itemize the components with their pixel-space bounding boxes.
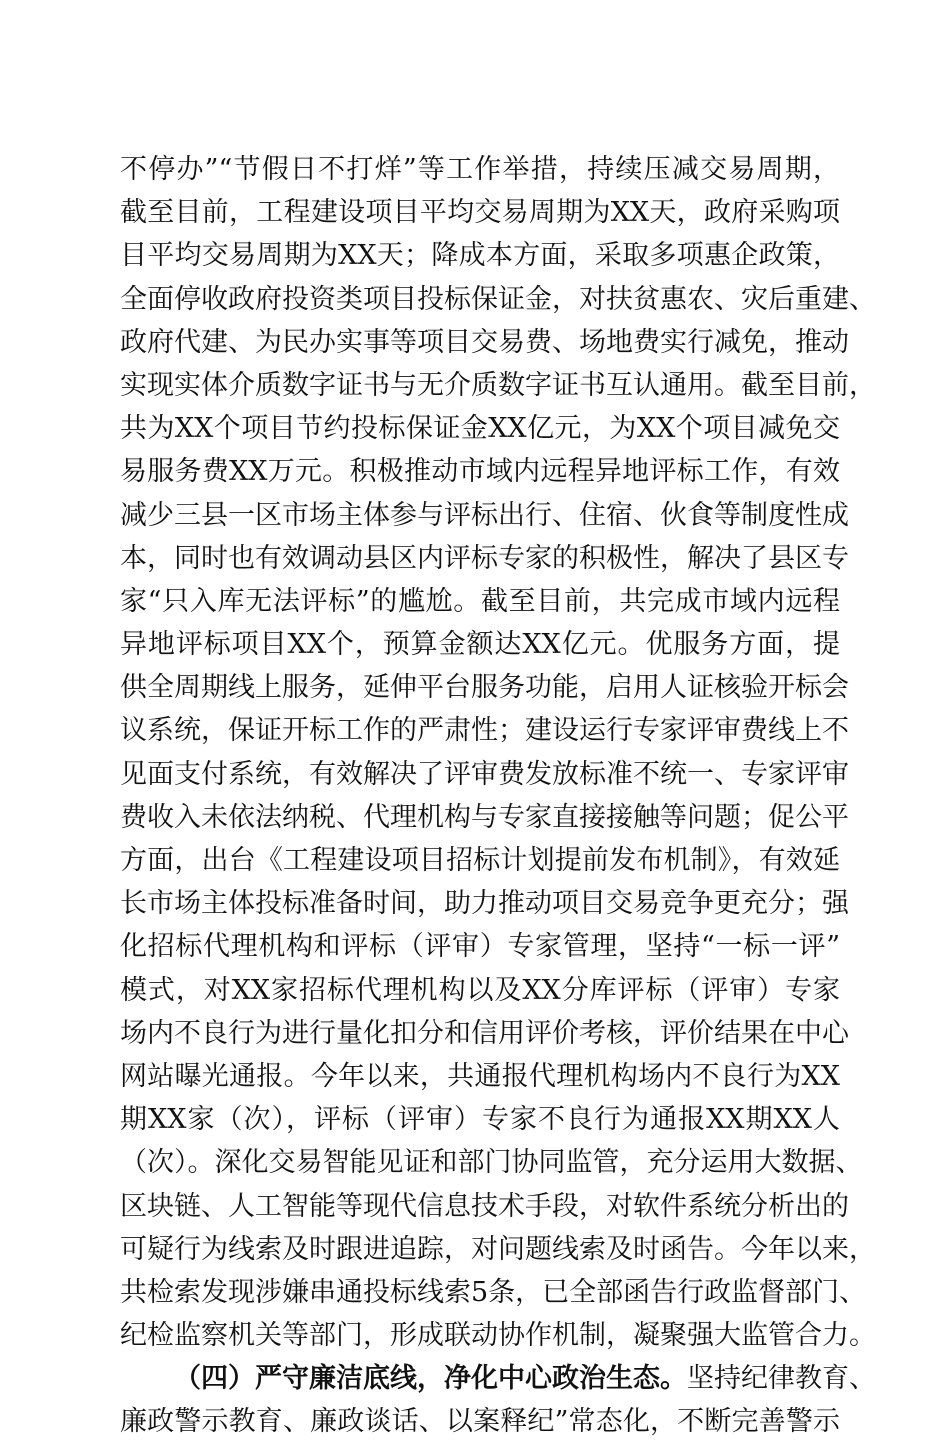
paragraph-line-10: 本，同时也有效调动县区内评标专家的积极性，解决了县区专 (120, 542, 849, 574)
paragraph-line-17: 方面，出台《工程建设项目招标计划提前发布机制》，有效延 (120, 845, 840, 876)
section-four-first-line (120, 1357, 876, 1400)
paragraph-line-12: 异地评标项目XX个，预算金额达XX亿元。优服务方面，提 (120, 629, 840, 661)
paragraph-line-19: 化招标代理机构和评标（评审）专家管理，坚持“一标一评” (120, 931, 840, 963)
paragraph-line-16: 费收入未依法纳税、代理机构与专家直接接触等问题；促公平 (120, 801, 849, 833)
paragraph-line-18: 长市场主体投标准备时间，助力推动项目交易竞争更充分；强 (120, 888, 849, 920)
paragraph-line-6: 实现实体介质数字证书与无介质数字证书互认通用。截至目前， (120, 369, 876, 401)
paragraph-line-13: 供全周期线上服务，延伸平台服务功能，启用人证核验开标会 (120, 672, 849, 704)
paragraph-line-23: 期XX家（次），评标（评审）专家不良行为通报XX期XX人 (120, 1104, 840, 1136)
paragraph-line-2: 截至目前，工程建设项目平均交易周期为XX天，政府采购项 (120, 197, 840, 229)
paragraph-line-1: 不停办”“节假日不打烊”等工作举措，持续压减交易周期， (120, 154, 840, 185)
section-four-line1-rest: 坚持纪律教育、 (687, 1363, 876, 1395)
section-four-line-2: 廉政警示教育、廉政谈话、以案释纪”常态化，不断完善警示 (120, 1406, 840, 1438)
paragraph-line-20: 模式，对XX家招标代理机构以及XX分库评标（评审）专家 (120, 974, 840, 1006)
paragraph-line-24: （次）。深化交易智能见证和部门协同监管，充分运用大数据、 (120, 1147, 863, 1179)
paragraph-line-22: 网站曝光通报。今年以来，共通报代理机构场内不良行为XX (120, 1060, 840, 1092)
paragraph-line-4: 全面停收政府投资类项目投标保证金，对扶贫惠农、灾后重建、 (120, 283, 876, 315)
paragraph-line-9: 减少三县一区市场主体参与评标出行、住宿、伙食等制度性成 (120, 499, 849, 531)
paragraph-line-25: 区块链、人工智能等现代信息技术手段，对软件系统分析出的 (120, 1190, 849, 1222)
paragraph-line-3: 目平均交易周期为XX天；降成本方面，采取多项惠企政策， (120, 240, 840, 272)
paragraph-line-28: 纪检监察机关等部门，形成联动协作机制，凝聚强大监管合力。 (120, 1320, 876, 1352)
body-text (120, 148, 876, 1444)
paragraph-line-15: 见面支付系统，有效解决了评审费发放标准不统一、专家评审 (120, 758, 849, 790)
paragraph-line-21: 场内不良行为进行量化扣分和信用评价考核，评价结果在中心 (120, 1017, 849, 1049)
paragraph-line-5: 政府代建、为民办实事等项目交易费、场地费实行减免，推动 (120, 326, 849, 358)
paragraph-line-11: 家“只入库无法评标”的尴尬。截至目前，共完成市域内远程 (120, 585, 840, 617)
paragraph-line-8: 易服务费XX万元。积极推动市域内远程异地评标工作，有效 (120, 456, 840, 488)
paragraph-line-7: 共为XX个项目节约投标保证金XX亿元，为XX个项目减免交 (120, 413, 840, 445)
paragraph-line-14: 议系统，保证开标工作的严肃性；建设运行专家评审费线上不 (120, 715, 849, 747)
paragraph-line-27: 共检索发现涉嫌串通投标线索5条，已全部函告行政监督部门、 (120, 1276, 867, 1308)
section-four-heading: （四）严守廉洁底线，净化中心政治生态。 (174, 1363, 687, 1395)
paragraph-line-26: 可疑行为线索及时跟进追踪，对问题线索及时函告。今年以来， (120, 1233, 876, 1265)
